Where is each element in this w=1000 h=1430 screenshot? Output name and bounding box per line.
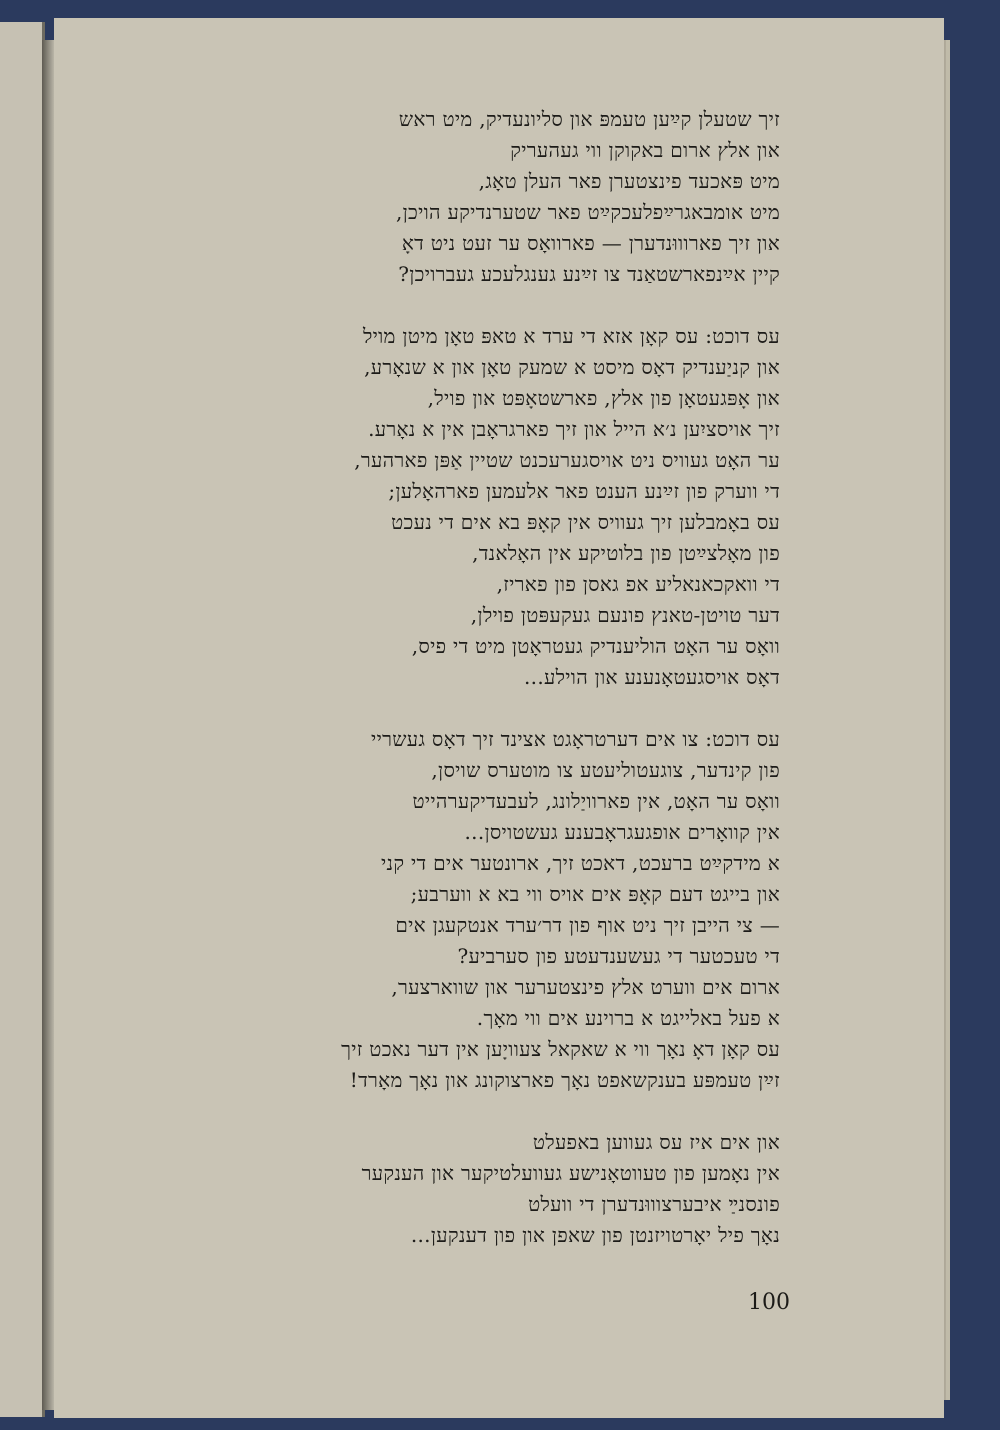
- page-number: 100: [748, 1290, 790, 1315]
- poem-line: אין קוואָרים אופגעגראָבענע געשטויסן...: [464, 820, 780, 844]
- poem-line: די וואקכאנאליע אפ גאסן פון פאריז,: [496, 572, 780, 596]
- poem-line: פון קינדער, צוגעטוליעטע צו מוטערס שויסן,: [431, 758, 780, 782]
- poem-text: [140, 104, 780, 1282]
- poem-line: אין נאָמען פון טעווטאָנישע געוועלטיקער און הענקער: [361, 1161, 780, 1185]
- poem-line: ארום אים ווערט אלץ פינצטערער און שווארצער,: [391, 975, 780, 999]
- poem-line: דער טויטן-טאנץ פונעם געקעפּטן פוילן,: [470, 603, 780, 627]
- poem-line: וואָס ער האָט הוליענדיק געטראָטן מיט די פיס,: [411, 634, 780, 658]
- poem-line: נאָך פיל יאָרטויזנטן פון שאפן און פון דענקען...: [410, 1223, 780, 1247]
- poem-line: פונסנײַ איבערצוווּנדערן די וועלט: [528, 1192, 780, 1216]
- stanza-3: [140, 724, 780, 1096]
- poem-line: און אים איז עס געווען באפעלט: [532, 1130, 780, 1154]
- poem-line: דאָס אויסגעטאָנענע און הוילע...: [524, 665, 780, 689]
- poem-line: עס דוכט: עס קאָן אזא די ערד א טאפּ טאָן מיטן מויל: [362, 324, 780, 348]
- poem-line: א מידקײַט ברעכט, דאכט זיך, ארונטער אים די קני: [381, 851, 780, 875]
- poem-line: און בייגט דעם קאָפּ אים אויס ווי בא א ווערבע;: [410, 882, 780, 906]
- poem-line: עס דוכט: צו אים דערטראָגט אצינד זיך דאָס געשריי: [371, 727, 780, 751]
- poem-line: זיך שטעלן קײַען טעמפּ און סליונעדיק, מיט ראש: [398, 107, 780, 131]
- poem-line: עס קאָן דאָ נאָך ווי א שאקאל צעוויָען אין דער נאכט זיך: [341, 1037, 780, 1061]
- poem-line: און קניַענדיק דאָס מיסט א שמעק טאָן און א שנאָרע,: [364, 355, 780, 379]
- poem-line: מיט אומבאגרײַפלעכקײַט פאר שטערנדיקע הויכן,: [395, 200, 780, 224]
- poem-line: א פעל באלייגט א ברוינע אים ווי מאָך.: [476, 1006, 780, 1030]
- book-gutter: [42, 40, 54, 1410]
- poem-line: און אָפּגעטאָן פון אלץ, פארשטאָפּט און פויל,: [427, 386, 780, 410]
- previous-page-edge: [0, 22, 45, 1417]
- poem-line: פון מאָלצײַטן פון בלוטיקע אין האָלאנד,: [472, 541, 780, 565]
- poem-line: מיט פּאכעד פינצטערן פאר העלן טאָג,: [478, 169, 780, 193]
- stanza-1: [140, 104, 780, 290]
- poem-line: — צי הייבן זיך ניט אוף פון דר׳ערד אנטקעגן אים: [395, 913, 780, 937]
- poem-line: עס באָמבלען זיך געוויס אין קאָפּ בא אים די נעכט: [391, 510, 780, 534]
- poem-line: און זיך פארוווּנדערן — פארוואָס ער זעט ניט דאָ: [401, 231, 780, 255]
- poem-line: זײַן טעמפּע בענקשאפט נאָך פארצוקונג און נאָך מאָרד!: [349, 1068, 780, 1092]
- stanza-2: [140, 321, 780, 693]
- poem-line: זיך אויסציִען נ׳א הייל און זיך פארגראָבן אין א נאָרע.: [368, 417, 780, 441]
- poem-line: די טעכטער די געשענדעטע פון סערביע?: [457, 944, 780, 968]
- poem-line: קיין אײַנפארשטאַנד צו זײַנע גענגלעכע געברויכן?: [398, 262, 780, 286]
- poem-line: און אלץ ארום באקוקן ווי געהעריק: [510, 138, 780, 162]
- stanza-4: [140, 1127, 780, 1251]
- poem-line: וואָס ער האָט, אין פארוויַלונג, לעבעדיקערהייט: [412, 789, 780, 813]
- poem-line: ער האָט געוויס ניט אויסגערעכנט שטיין אַפּן פארהער,: [354, 448, 780, 472]
- poem-line: די ווערק פון זײַנע הענט פאר אלעמען פארהאָלען;: [388, 479, 780, 503]
